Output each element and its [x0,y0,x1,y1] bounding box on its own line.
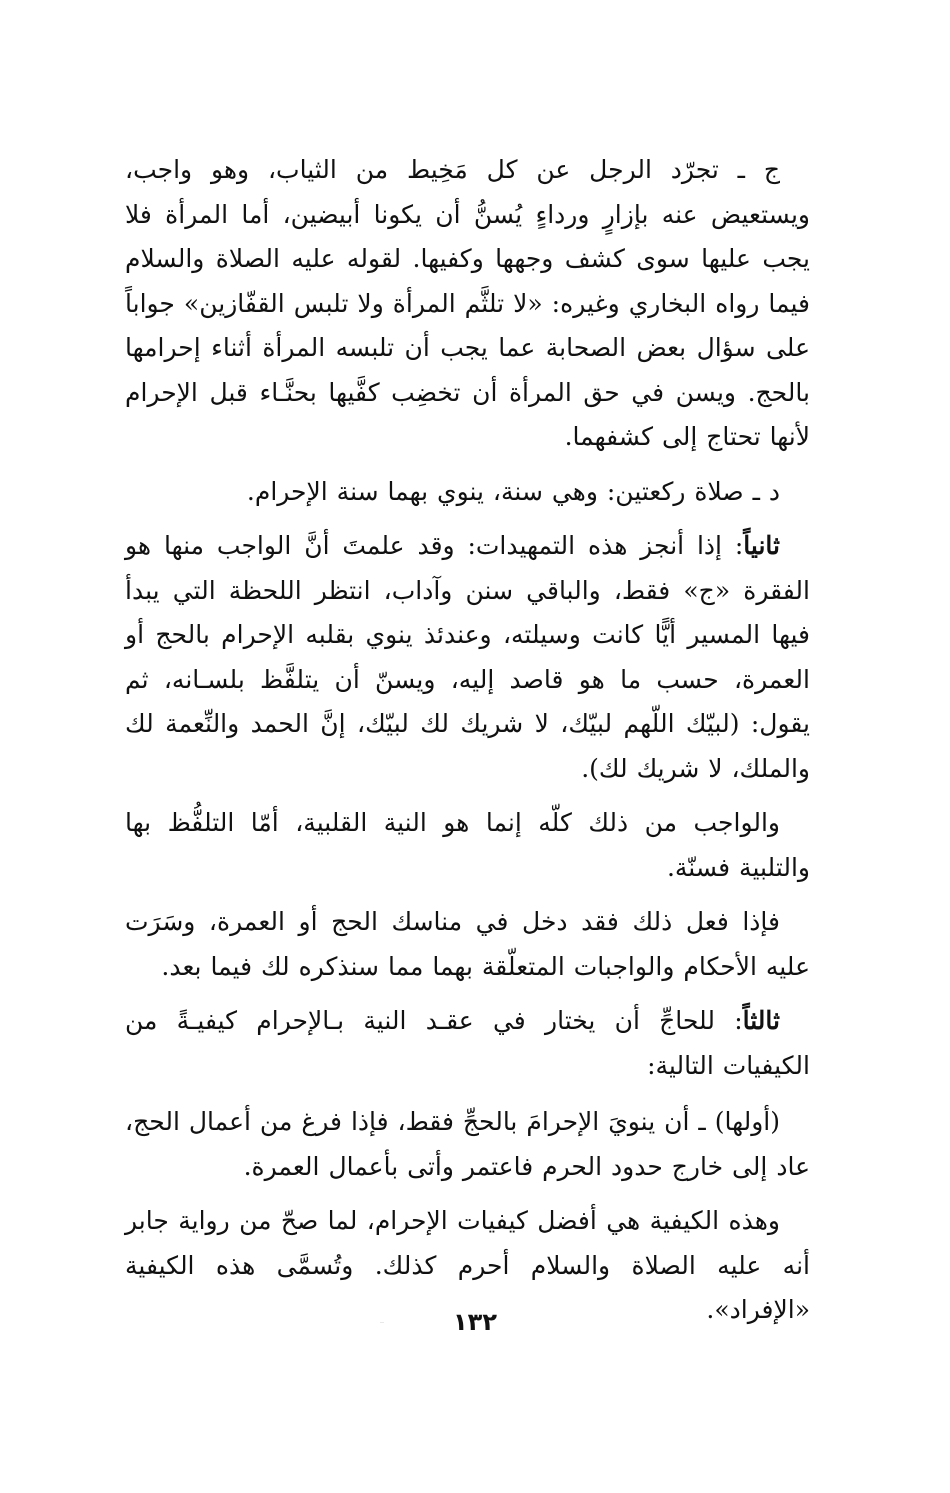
heading-third: ثالثاً [742,1006,780,1035]
heading-second: ثانياً [743,531,780,560]
paragraph-obligation: والواجب من ذلك كلّه إنما هو النية القلبية، أمّا التلفُّظ بها والتلبية فسنّة. [125,808,810,882]
paragraph-third-text: : للحاجِّ أن يختار في عقـد النية بـالإحرام كيفيـةً من الكيفيات التالية: [125,1006,810,1080]
paragraph-dal: د ـ صلاة ركعتين: وهي سنة، ينوي بهما سنة الإحرام. [246,476,780,506]
paragraph-ifrad: وهذه الكيفية هي أفضل كيفيات الإحرام، لما صحّ من رواية جابر أنه عليه الصلاة والسلام أحرم كذلك. وتُسمَّى هذه الكيفية «الإفراد». [125,1206,810,1324]
paragraph-second [125,524,810,791]
page-body [125,148,810,1333]
paragraph-third [125,999,810,1088]
page-number: ١٣٢ [453,1308,497,1336]
paragraph-first-method: (أولها) ـ أن ينويَ الإحرامَ بالحجِّ فقط، فإذا فرغ من أعمال الحج، عاد إلى خارج حدود الحرم فاعتمر وأتى بأعمال العمرة. [125,1107,810,1181]
paragraph-second-text: : إذا أنجز هذه التمهيدات: وقد علمتَ أنَّ الواجب منها هو الفقرة «ج» فقط، والباقي سنن وآداب، انتظر اللحظة التي يبدأ فيها المسير أيًّا كانت وسيلته، وعندئذ ينوي بقلبه الإحرام بالحج أو العمرة، حسب ما هو قاصد إليه، ويسنّ أن يتلفَّظ بلسـانه، ثم يقول: (لبيّك اللّهم لبيّك، لا شريك لك لبيّك، إنَّ الحمد والنِّعمة لك والملك، لا شريك لك). [125,531,810,783]
paragraph-jeem: ج ـ تجرّد الرجل عن كل مَخِيط من الثياب، وهو واجب، ويستعيض عنه بإزارٍ ورداءٍ يُسنُّ أن يكونا أبيضين، أما المرأة فلا يجب عليها سوى كشف وجهها وكفيها. لقوله عليه الصلاة والسلام فيما رواه البخاري وغيره: «لا تلثَّم المرأة ولا تلبس القفّازين» جواباً على سؤال بعض الصحابة عما يجب أن تلبسه المرأة أثناء إحرامها بالحج. ويسن في حق المرأة أن تخضِب كفَّيها بحنَّـاء قبل الإحرام لأنها تحتاج إلى كشفهما. [125,155,810,451]
paragraph-entering-rites: فإذا فعل ذلك فقد دخل في مناسك الحج أو العمرة، وسَرَت عليه الأحكام والواجبات المتعلّقة بهما مما سنذكره لك فيما بعد. [125,907,810,981]
